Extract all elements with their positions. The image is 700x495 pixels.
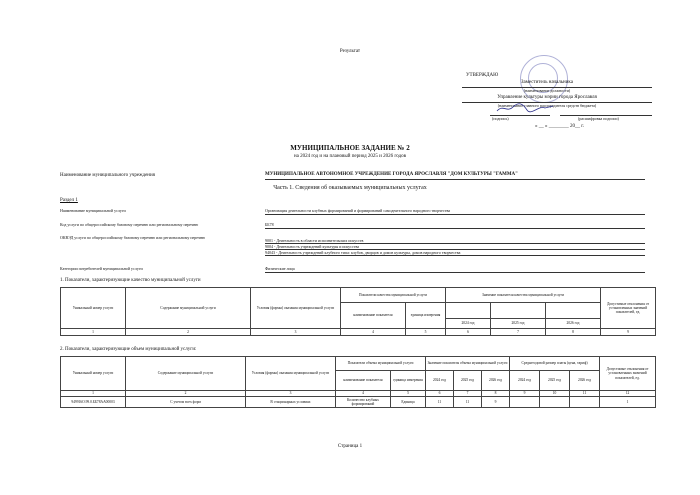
- col-deviation: Допустимые отклонения от установленных значений показателей, ед.: [601, 288, 656, 329]
- col-year-2024: 2024 год: [446, 319, 491, 329]
- row-deviation: 1: [600, 397, 656, 408]
- col-content: Содержание муниципальной услуги: [126, 357, 246, 391]
- col-year-2024: 2024 год: [426, 371, 454, 391]
- col-unit: единица измерения: [391, 371, 426, 391]
- cell: [546, 303, 601, 319]
- row-fee-2025: [540, 397, 570, 408]
- column-number: 4: [341, 329, 406, 336]
- col-registry: Уникальный номер услуги: [61, 288, 126, 329]
- column-number: 10: [540, 391, 570, 397]
- col-content: Содержание муниципальной услуги: [126, 288, 251, 329]
- volume-table-caption: 2. Показатели, характеризующие объем муниципальной услуги:: [60, 347, 197, 352]
- column-number: 7: [454, 391, 482, 397]
- row-registry-number: 949916О.99.0.ББ78АА00003: [61, 397, 126, 408]
- col-year-2025: 2025 год: [491, 319, 546, 329]
- name-hint: (расшифровка подписи): [578, 116, 619, 121]
- institution-name: МУНИЦИПАЛЬНОЕ АВТОНОМНОЕ УЧРЕЖДЕНИЕ ГОРОДА ЯРОСЛАВЛЯ "ДОМ КУЛЬТУРЫ "ГАММА": [265, 172, 518, 177]
- divider: [265, 214, 645, 215]
- row-value-2026: 9: [482, 397, 510, 408]
- position-hint: (наименование должности): [523, 88, 571, 93]
- column-number: 8: [546, 329, 601, 336]
- okved-item: 9004 - Деятельность учреждений культуры и искусства: [265, 244, 360, 249]
- col-deviation: Допустимые отклонения от установленных значений показателей, ед.: [600, 357, 656, 391]
- col-indicator-name: наименование показателя: [336, 371, 391, 391]
- handwritten-signature: [495, 102, 555, 114]
- cell: [491, 303, 546, 319]
- column-number: 3: [251, 329, 341, 336]
- col-values: Значение показателя объема муниципальной услуги: [426, 357, 510, 371]
- row-value-2024: 11: [426, 397, 454, 408]
- consumers-label: Категории потребителей муниципальной услуги: [60, 266, 143, 271]
- col-indicator: Показатели качества муниципальной услуги: [341, 288, 446, 303]
- column-number: 9: [510, 391, 540, 397]
- col-fee-2024: 2024 год: [510, 371, 540, 391]
- row-conditions: В стационарных условиях: [246, 397, 336, 408]
- column-number: 6: [446, 329, 491, 336]
- row-content: С учетом всех форм: [126, 397, 246, 408]
- approval-position: Заместитель начальника: [521, 80, 573, 85]
- part-title: Часть 1. Сведения об оказываемых муниципальных услугах: [273, 185, 427, 191]
- institution-label: Наименование муниципального учреждения: [60, 173, 155, 178]
- column-number: 9: [601, 329, 656, 336]
- org-hint: (наименование главного распорядителя средств бюджета): [497, 103, 597, 108]
- col-unit: единица измерения: [406, 303, 446, 329]
- divider: [265, 228, 645, 229]
- document-period: на 2024 год и на плановый период 2025 и 2026 годов: [293, 154, 407, 159]
- col-indicator-name: наименование показателя: [341, 303, 406, 329]
- result-label: Результат: [339, 49, 361, 54]
- row-indicator: Количество клубных формирований: [336, 397, 391, 408]
- divider: [265, 255, 645, 256]
- document-title: МУНИЦИПАЛЬНОЕ ЗАДАНИЕ № 2: [290, 144, 410, 152]
- row-unit: Единица: [391, 397, 426, 408]
- consumers-value: Физические лица: [265, 266, 295, 271]
- approval-date: « __ » ________ 20__ г.: [535, 124, 584, 129]
- okved-label: ОКВЭД услуги по общероссийскому базовому перечню или региональному перечню: [60, 235, 206, 240]
- col-fee: Среднегодовой размер платы (цена, тариф): [510, 357, 600, 371]
- institution-underline: [265, 179, 645, 180]
- service-name-label: Наименование муниципальной услуги: [60, 208, 126, 213]
- col-year-2026: 2026 год: [546, 319, 601, 329]
- column-number: 12: [600, 391, 656, 397]
- col-year-2026: 2026 год: [482, 371, 510, 391]
- service-code-value: ББ78: [265, 222, 274, 227]
- approval-organization: Управление культуры мэрии города Ярославля: [497, 95, 597, 100]
- column-number: 1: [61, 329, 126, 336]
- quality-table: [60, 287, 656, 336]
- column-number: 7: [491, 329, 546, 336]
- okved-item: 9001 - Деятельность в области исполнительских искусств: [265, 238, 364, 243]
- column-number: 5: [406, 329, 446, 336]
- divider: [265, 272, 645, 273]
- approval-heading: УТВЕРЖДАЮ: [466, 73, 499, 78]
- page-number: Страница 1: [337, 444, 363, 449]
- row-fee-2024: [510, 397, 540, 408]
- row-value-2025: 11: [454, 397, 482, 408]
- row-fee-2026: [570, 397, 600, 408]
- col-fee-2025: 2025 год: [540, 371, 570, 391]
- col-registry: Уникальный номер услуги: [61, 357, 126, 391]
- section-label: Раздел 1: [60, 198, 78, 203]
- col-values: Значение показателя качества муниципальной услуги: [446, 288, 601, 303]
- column-number: 6: [426, 391, 454, 397]
- col-indicator: Показатели объема муниципальной услуги: [336, 357, 426, 371]
- sign-hint: (подпись): [492, 116, 509, 121]
- column-number: 4: [336, 391, 391, 397]
- cell: [446, 303, 491, 319]
- quality-table-caption: 1. Показатели, характеризующие качество муниципальной услуги: [60, 278, 201, 283]
- column-number: 2: [126, 391, 246, 397]
- column-number: 2: [126, 329, 251, 336]
- column-number: 11: [570, 391, 600, 397]
- column-number: 5: [391, 391, 426, 397]
- column-number: 1: [61, 391, 126, 397]
- col-fee-2026: 2026 год: [570, 371, 600, 391]
- col-year-2025: 2025 год: [454, 371, 482, 391]
- column-number: 8: [482, 391, 510, 397]
- service-name-value: Организация деятельности клубных формирований и формирований самодеятельного народного творчества: [265, 208, 451, 213]
- col-conditions: Условия (формы) оказания муниципальной услуги: [251, 288, 341, 329]
- okved-item: 94043 - Деятельность учреждений клубного типа: клубов, дворцов и домов культуры, домов народного творчества: [265, 250, 461, 255]
- service-code-label: Код услуги по общероссийскому базовому перечню или региональному перечню: [60, 222, 199, 227]
- col-conditions: Условия (формы) оказания муниципальной услуги: [246, 357, 336, 391]
- volume-table: [60, 356, 656, 408]
- column-number: 3: [246, 391, 336, 397]
